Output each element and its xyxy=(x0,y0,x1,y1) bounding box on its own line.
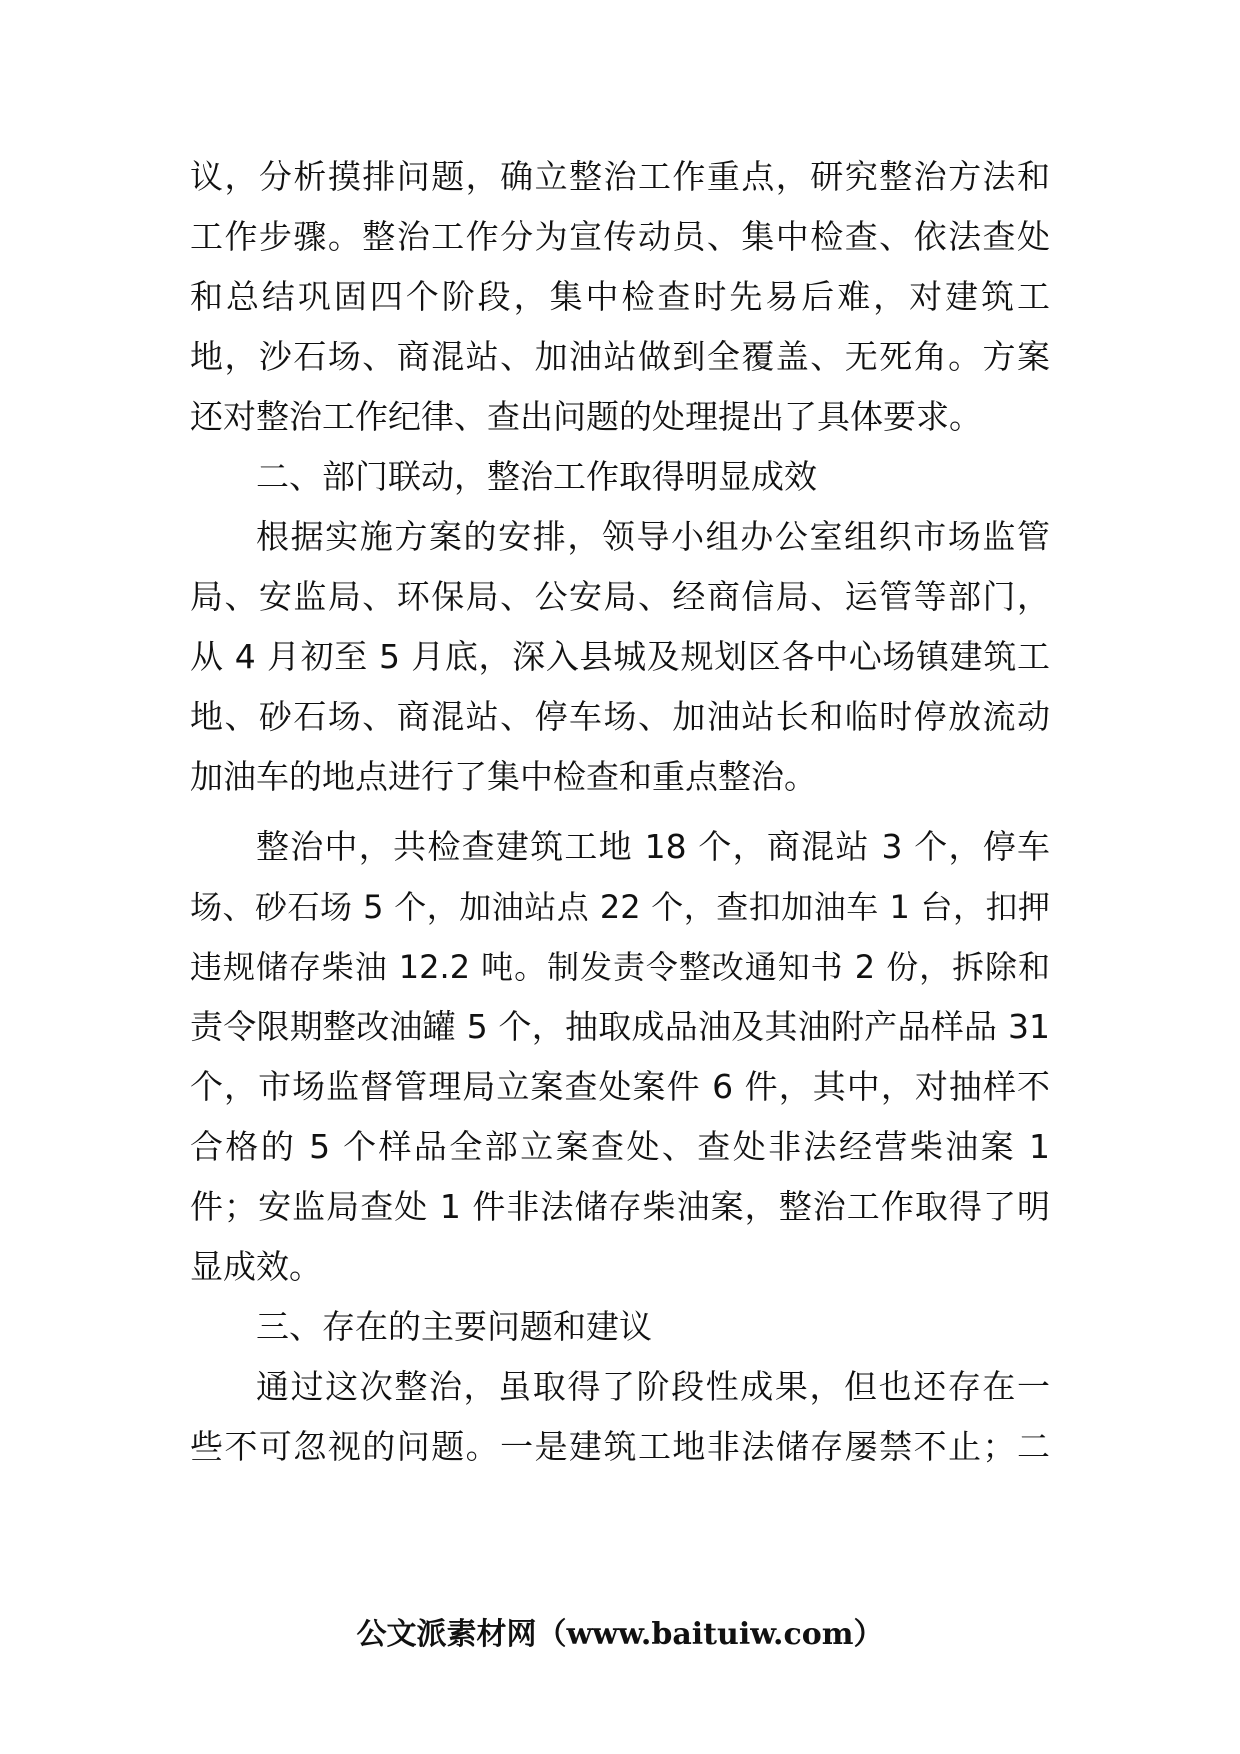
section-heading-3: 三、存在的主要问题和建议 xyxy=(256,1307,652,1346)
paragraph-4-line-4: 责令限期整改油罐 5 个，抽取成品油及其油附产品样品 31 xyxy=(190,1007,1050,1046)
paragraph-1-line-1: 议，分析摸排问题，确立整治工作重点，研究整治方法和 xyxy=(190,157,1050,196)
paragraph-6-line-2: 些不可忽视的问题。一是建筑工地非法储存屡禁不止；二 xyxy=(190,1427,1050,1466)
paragraph-4-line-3: 违规储存柴油 12.2 吨。制发责令整改通知书 2 份，拆除和 xyxy=(190,948,1050,986)
paragraph-1-line-5: 还对整治工作纪律、查出问题的处理提出了具体要求。 xyxy=(190,397,982,436)
paragraph-3-line-1: 根据实施方案的安排，领导小组办公室组织市场监管 xyxy=(256,517,1050,556)
paragraph-3-line-3: 从 4 月初至 5 月底，深入县城及规划区各中心场镇建筑工 xyxy=(190,637,1050,676)
paragraph-4-line-2: 场、砂石场 5 个，加油站点 22 个，查扣加油车 1 台，扣押 xyxy=(190,888,1050,926)
paragraph-3-line-4: 地、砂石场、商混站、停车场、加油站长和临时停放流动 xyxy=(190,697,1050,736)
paragraph-1-line-2: 工作步骤。整治工作分为宣传动员、集中检查、依法查处 xyxy=(190,217,1050,256)
paragraph-1-line-3: 和总结巩固四个阶段，集中检查时先易后难，对建筑工 xyxy=(190,277,1050,316)
paragraph-4-line-8: 显成效。 xyxy=(190,1247,322,1286)
section-heading-2: 二、部门联动，整治工作取得明显成效 xyxy=(256,457,817,496)
paragraph-4-line-1: 整治中，共检查建筑工地 18 个，商混站 3 个，停车 xyxy=(256,827,1050,866)
paragraph-4-line-6: 合格的 5 个样品全部立案查处、查处非法经营柴油案 1 xyxy=(190,1127,1050,1166)
document-page xyxy=(190,0,1050,1754)
footer-watermark-text: 公文派素材网（www.baituiw.com） xyxy=(356,1617,884,1652)
paragraph-3-line-2: 局、安监局、环保局、公安局、经商信局、运管等部门， xyxy=(190,577,1050,616)
paragraph-3-line-5: 加油车的地点进行了集中检查和重点整治。 xyxy=(190,757,817,796)
paragraph-4-line-7: 件；安监局查处 1 件非法储存柴油案，整治工作取得了明 xyxy=(190,1187,1050,1226)
paragraph-4-line-5: 个，市场监督管理局立案查处案件 6 件，其中，对抽样不 xyxy=(190,1067,1050,1106)
paragraph-6-line-1: 通过这次整治，虽取得了阶段性成果，但也还存在一 xyxy=(256,1367,1050,1406)
paragraph-1-line-4: 地，沙石场、商混站、加油站做到全覆盖、无死角。方案 xyxy=(190,337,1050,376)
